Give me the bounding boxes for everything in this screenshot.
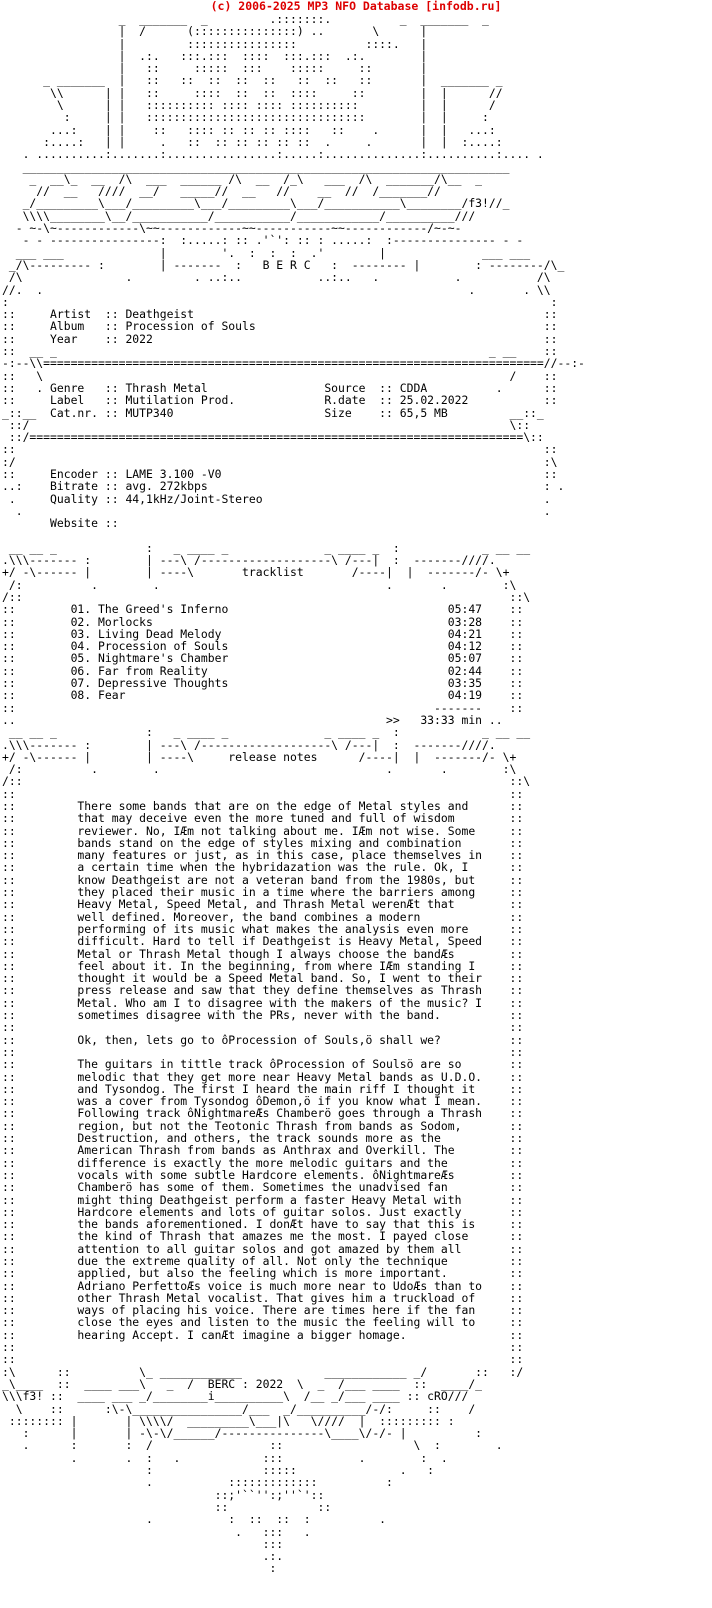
site-copyright-link[interactable]: (c) 2006-2025 MP3 NFO Database [infodb.ru] xyxy=(210,0,502,13)
nfo-ascii-document: _ _______ _ .:::::::. _ _______ _ | / (:::::::::::::::) .. \ | | :::::::::::::::: ::::. | | .:. :::.::: :::: :::.::: .:. | | :: ::::: ::: ::::: :: | _ _______ | :: :: :: :: :: :: :: :: | _______ _ \\ | | :: :::: :: :: :::: :: | | // \ | | :::::::::: :::: :::: :::::::::: | | / : | | :::::::::::::::::::::::::::::::: | | : ...: | | :: :::: :: :: :: :::: :: . | | ...: :....: | | . :: :: :: :: :: :: . . | | :....: . ..........:.......:................:.....:..............:..........:.... . _______________________________________________________________________ _ __\_ __ /\ ___ ______ /\ __ /_\ ___ /\ _______/\__ _ // __ //// __/ _____// __ // __ // /_______// _/_________\___/_________\___/_________\___/___________\________/f3!//_ \\\\________\__/___________/___________/____________/__________/// - ~-\~------------\~~------------~~-----------~~------------/~-~- - - ----------------: :.....: :: .'`': :: : .....: :--------------- - - ___ ___ | '. : : : .' | ___ ___ _/\--------- : | ------- : B E R C : -------- | : --------/\_ /\ . . ..:.. ..:.. . . /\ //. . . . \\ : : :: Artist :: Deathgeist :: :: Album :: Procession of Souls :: :: Year :: 2022 :: :: __ _ _ __ :: -:--\\=========================================================================//--:- :: \ / :: :: . Genre :: Thrash Metal Source :: CDDA . :: :: Label :: Mutilation Prod. R.date :: 25.02.2022 :: _::__ Cat.nr. :: MUTP340 Size :: 65,5 MB __::_ ::/ \:: ::/========================================================================\:: :: :: :/ :\ :: Encoder :: LAME 3.100 -V0 :: ..: Bitrate :: avg. 272kbps : . . Quality :: 44,1kHz/Joint-Stereo . . . Website :: __ __ _ : _ ____ _ _ ____ _ : _ __ __ .\\\------- : | ---\ /-------------------\ /---| : -------////. +/ -\------ | | ----\ tracklist /----| | -------/- \+ /: . . . . :\ /:: ::\ :: 01. The Greed's Inferno 05:47 :: :: 02. Morlocks 03:28 :: :: 03. Living Dead Melody 04:21 :: :: 04. Procession of Souls 04:12 :: :: 05. Nightmare's Chamber 05:07 :: :: 06. Far from Reality 02:44 :: :: 07. Depressive Thoughts 03:35 :: :: 08. Fear 04:19 :: :: ------- :: .. >> 33:33 min .. __ __ _ : _ ____ _ _ ____ _ : _ __ __ .\\\------- : | ---\ /-------------------\ /---| : -------////. +/ -\------ | | ----\ release notes /----| | -------/- \+ /: . . . . :\ /:: ::\ :: :: :: There some bands that are on the edge of Metal styles and :: :: that may deceive even the more tuned and full of wisdom :: :: reviewer. No, IÆm not talking about me. IÆm not wise. Some :: :: bands stand on the edge of styles mixing and combination :: :: many features or just, as in this case, place themselves in :: :: a certain time when the hybridazation was the rule. Ok, I :: :: know Deathgeist are not a veteran band from the 1980s, but :: :: they placed their music in a time where the barriers among :: :: Heavy Metal, Speed Metal, and Thrash Metal werenÆt that :: :: well defined. Moreover, the band combines a modern :: :: performing of its music what makes the analysis even more :: :: difficult. Hard to tell if Deathgeist is Heavy Metal, Speed :: :: Metal or Thrash Metal though I always choose the bandÆs :: :: feel about it. In the beginning, from where IÆm standing I :: :: thought it would be a Speed Metal band. So, I went to their :: :: press release and saw that they define themselves as Thrash :: :: Metal. Who am I to disagree with the makers of the music? I :: :: sometimes disagree with the PRs, never with the band. :: :: :: :: Ok, then, lets go to ôProcession of Souls,ö shall we? :: :: :: :: The guitars in tittle track ôProcession of Soulsö are so :: :: melodic that they get more near Heavy Metal bands as U.D.O. :: :: and Tysondog. The first I heard the main riff I thought it :: :: was a cover from Tysondog ôDemon,ö if you know what I mean. :: :: Following track ôNightmareÆs Chamberö goes through a Thrash :: :: region, but not the Teotonic Thrash from bands as Sodom, :: :: Destruction, and others, the track sounds more as the :: :: American Thrash from bands as Anthrax and Overkill. The :: :: difference is exactly the more melodic guitars and the :: :: vocals with some subtle Hardcore elements. ôNightmareÆs :: :: Chamberö has some of them. Sometimes the unadvised fan :: :: might thing Deathgeist perform a faster Heavy Metal with :: :: Hardcore elements and lots of guitar solos. Just exactly :: :: the bands aforementioned. I donÆt have to say that this is :: :: the kind of Thrash that amazes me the most. I payed close :: :: attention to all guitar solos and got amazed by them all :: :: due the extreme quality of all. Not only the technique :: :: applied, but also the feeling which is more important. :: :: Adriano PerfettoÆs voice is much more near to UdoÆs than to :: :: other Thrash Metal vocalist. That gives him a truckload of :: :: ways of placing his voice. There are times here if the fan :: :: close the eyes and listen to the music the feeling will to :: :: hearing Accept. I canÆt imagine a bigger homage. :: :: :: :: :: :\ :: \_ ____________ ____________ _/ :: :/ _\____ :: ____ ___\ _ / BERC : 2022 \ _ /___ ____ :: ____/_ \\\f3! :: ____ ___ _/________i__________\ /__ _/___ ____ :: cRO/// \ :: :\-\________________/___ _/__________/-/: :: / :::::::: | | \\\\/ _________\___|\ \//// | ::::::::: : : | | -\-\/______/---------------\____\/-/- | : . : : / :: \ : . . . : . ::: . : . : ::::: . : . ::::::::::::: : ::;'``'':;''`':: :: :: . : :: :: : . . ::: . ::: .:. : xyxy=(2,12,585,1576)
